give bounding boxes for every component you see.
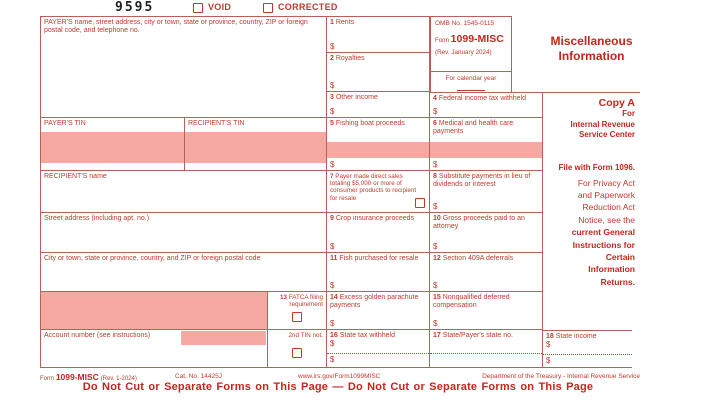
box2-dollar: $ [330,81,335,90]
recipient-tin-field[interactable] [185,132,326,163]
box10-gross-proceeds[interactable] [430,213,543,253]
box16-label: 16 State tax withheld [330,332,396,339]
box18-state-income[interactable] [543,330,632,368]
omb-number: OMB No. 1545-0115 [435,20,495,27]
box18-label: 18 State income [546,333,597,340]
box5-label: 5 Fishing boat proceeds [330,120,405,127]
box7-label: 7 Payer made direct sales totaling $5,000 or more of consumer products to recipient for resale [330,173,417,202]
box17-label: 17 State/Payer's state no. [433,332,513,339]
irs-url[interactable]: www.irs.gov/Form1099MISC [298,373,381,380]
box6-field[interactable] [430,142,542,158]
box6-label: 6 Medical and health care payments [433,120,514,135]
box9-label: 9 Crop insurance proceeds [330,215,415,222]
privacy-notice: For Privacy Act and Paperwork Reduction Act Notice, see the [577,177,635,225]
box8-substitute-payments[interactable] [430,171,543,213]
box3-label: 3 Other income [330,94,378,101]
box18-dollar-1: $ [546,340,551,349]
shaded-field-area[interactable] [40,292,268,330]
box11-dollar: $ [330,281,335,290]
box18-divider [543,354,632,355]
box14-label: 14 Excess golden parachute payments [330,294,419,309]
recipient-tin-box[interactable] [185,118,327,171]
box10-dollar: $ [433,242,438,251]
box15-label: 15 Nonqualified deferred compensation [433,294,510,309]
city-label: City or town, state or province, country, and ZIP or foreign postal code [44,255,261,262]
box7-checkbox[interactable] [415,198,425,208]
payer-name-label: PAYER'S name, street address, city or town, state or province, country, ZIP or foreign postal code, and telephone no. [44,19,308,34]
box2-royalties[interactable] [327,53,430,92]
box1-rents[interactable] [327,16,430,53]
box2-label: 2 Royalties [330,55,365,62]
box1-label: 1 Rents [330,19,355,26]
box14-golden-parachute[interactable] [327,292,430,330]
catalog-number: Cat. No. 14425J [175,373,222,380]
box8-label: 8 Substitute payments in lieu of dividends or interest [433,173,531,188]
box16-state-tax[interactable] [327,330,430,368]
box11-label: 11 Fish purchased for resale [330,255,419,262]
box8-dollar: $ [433,202,438,211]
for-line: For [622,109,635,118]
box12-label: 12 Section 409A deferrals [433,255,514,262]
second-tin-checkbox[interactable] [292,348,302,358]
calendar-year-label: For calendar year [431,72,511,91]
box16-dollar-1: $ [330,339,335,348]
corrected-checkbox[interactable] [263,3,273,13]
box17-state-number[interactable] [430,330,543,368]
box15-nonqualified[interactable] [430,292,543,330]
box3-dollar: $ [330,107,335,116]
footer-line [40,371,640,381]
box13-fatca [268,292,327,330]
void-checkbox[interactable] [193,3,203,13]
payer-tin-box[interactable] [40,118,185,171]
do-not-cut-warning: Do Not Cut or Separate Forms on This Page — Do Not Cut or Separate Forms on This Page [82,381,594,393]
box16-dollar-2: $ [330,355,335,364]
city-box[interactable] [40,253,327,292]
box17-divider [430,353,542,354]
form-code: 9595 [115,0,155,15]
box4-label: 4 Federal income tax withheld [433,95,527,102]
copy-a-column [543,93,635,288]
box7-direct-sales [327,171,430,213]
for-line: Internal Revenue [570,119,635,129]
box4-dollar: $ [433,107,438,116]
box5-field[interactable] [327,142,429,158]
box1-dollar: $ [330,42,335,51]
footer-form-id: Form 1099-MISC (Rev. 1-2024) [40,372,137,382]
calendar-year-blank[interactable] [457,90,485,91]
street-address-box[interactable] [40,213,327,253]
box13-label: 13 FATCA filing requirement [280,294,323,309]
payer-name-box[interactable] [40,16,327,118]
payer-tin-label: PAYER'S TIN [44,120,86,127]
payer-tin-field[interactable] [41,132,184,163]
form-title: Form 1099-MISC [435,33,504,45]
box9-dollar: $ [330,242,335,251]
recipient-name-box[interactable] [40,171,327,213]
box14-dollar: $ [330,319,335,328]
form-revision: (Rev. January 2024) [435,49,492,56]
treasury-label: Department of the Treasury - Internal Revenue Service [482,373,640,380]
street-address-label: Street address (including apt. no.) [44,215,150,222]
box5-dollar: $ [330,160,335,169]
account-number-box[interactable] [40,330,268,368]
box10-label: 10 Gross proceeds paid to an attorney [433,215,525,230]
for-line: Service Center [578,130,635,139]
box12-409a-deferrals[interactable] [430,253,543,292]
copy-a-label: Copy A [598,97,635,109]
box6-dollar: $ [433,160,438,169]
account-number-label: Account number (see instructions) [44,332,151,339]
omb-box [430,16,512,92]
second-tin-label: 2nd TIN not. [288,332,323,339]
box4-federal-tax[interactable] [430,92,543,118]
box13-number: 13 [280,294,288,301]
file-with-label: File with Form 1096. [558,162,635,172]
second-tin-box [268,330,327,368]
form-subtitle: Miscellaneous Information [550,34,633,63]
box11-fish-purchased[interactable] [327,253,430,292]
box16-divider [327,353,429,354]
box18-dollar-2: $ [546,356,551,365]
recipient-tin-label: RECIPIENT'S TIN [188,120,245,127]
box12-dollar: $ [433,281,438,290]
box15-dollar: $ [433,319,438,328]
box5-fishing-boat[interactable] [327,118,430,171]
corrected-label: CORRECTED [278,2,338,12]
box9-crop-insurance[interactable] [327,213,430,253]
instructions-reference: current General Instructions for Certain Information Returns. [571,227,635,287]
box6-medical[interactable] [430,118,543,171]
box3-other-income[interactable] [327,92,430,118]
account-number-field[interactable] [181,331,266,345]
void-label: VOID [208,2,232,12]
fatca-checkbox[interactable] [292,312,302,322]
recipient-name-label: RECIPIENT'S name [44,173,107,180]
